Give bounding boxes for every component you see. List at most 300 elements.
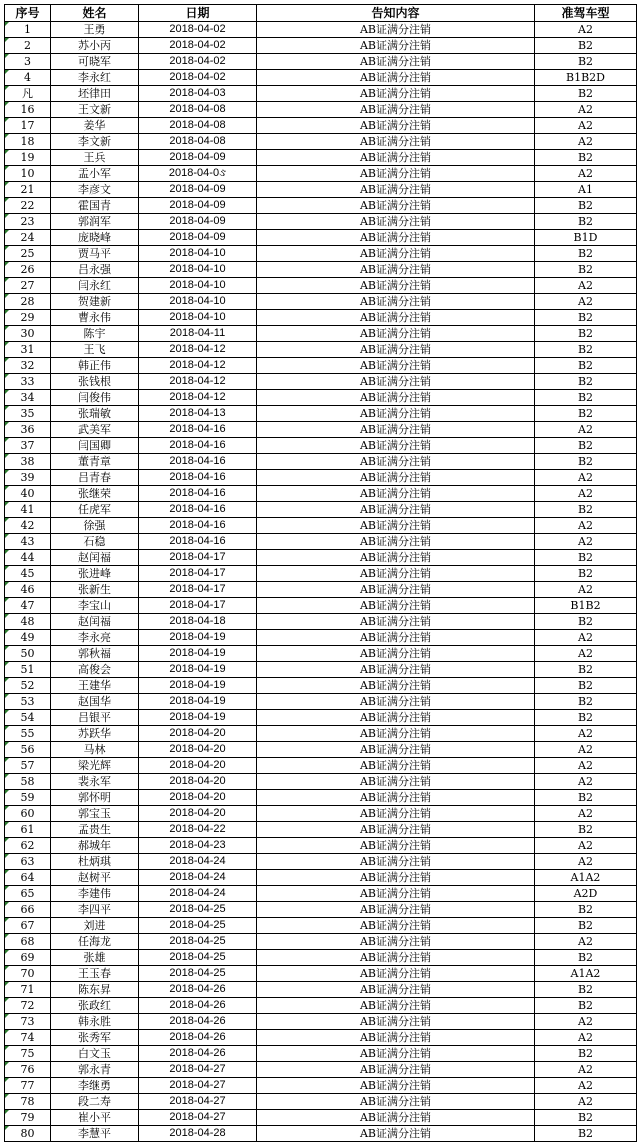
cell-date: 2018-04-25 bbox=[139, 918, 257, 934]
cell-license-class: A2D bbox=[535, 886, 637, 902]
cell-notice-content: AB证满分注销 bbox=[257, 678, 535, 694]
cell-name: 李彦文 bbox=[51, 182, 139, 198]
cell-serial: 39 bbox=[5, 470, 51, 486]
table-row bbox=[5, 54, 637, 70]
cell-serial: 45 bbox=[5, 566, 51, 582]
cell-date: 2018-04-20 bbox=[139, 790, 257, 806]
table-row bbox=[5, 262, 637, 278]
cell-name: 李慧平 bbox=[51, 1126, 139, 1142]
cell-date: 2018-04-25 bbox=[139, 966, 257, 982]
cell-name: 坯律田 bbox=[51, 86, 139, 102]
cell-date: 2018-04-17 bbox=[139, 550, 257, 566]
cell-name: 李永红 bbox=[51, 70, 139, 86]
cell-name: 张新生 bbox=[51, 582, 139, 598]
table-row bbox=[5, 998, 637, 1014]
cell-name: 王兵 bbox=[51, 150, 139, 166]
cell-name: 王勇 bbox=[51, 22, 139, 38]
table-row bbox=[5, 902, 637, 918]
cell-notice-content: AB证满分注销 bbox=[257, 758, 535, 774]
cell-serial: 48 bbox=[5, 614, 51, 630]
cell-notice-content: AB证满分注销 bbox=[257, 182, 535, 198]
cell-serial: 18 bbox=[5, 134, 51, 150]
cell-notice-content: AB证满分注销 bbox=[257, 374, 535, 390]
cell-notice-content: AB证满分注销 bbox=[257, 518, 535, 534]
cell-notice-content: AB证满分注销 bbox=[257, 502, 535, 518]
table-row bbox=[5, 310, 637, 326]
cell-date: 2018-04-13 bbox=[139, 406, 257, 422]
cell-license-class: A2 bbox=[535, 742, 637, 758]
cell-notice-content: AB证满分注销 bbox=[257, 70, 535, 86]
table-row bbox=[5, 150, 637, 166]
cell-license-class: A2 bbox=[535, 646, 637, 662]
table-row bbox=[5, 934, 637, 950]
cell-notice-content: AB证满分注销 bbox=[257, 166, 535, 182]
cell-serial: 17 bbox=[5, 118, 51, 134]
cell-serial: 52 bbox=[5, 678, 51, 694]
cell-date: 2018-04-17 bbox=[139, 582, 257, 598]
cell-name: 董青章 bbox=[51, 454, 139, 470]
cell-serial: 54 bbox=[5, 710, 51, 726]
cell-name: 姜华 bbox=[51, 118, 139, 134]
cell-name: 任虎军 bbox=[51, 502, 139, 518]
cell-serial: 38 bbox=[5, 454, 51, 470]
cell-license-class: B2 bbox=[535, 710, 637, 726]
cell-notice-content: AB证满分注销 bbox=[257, 1126, 535, 1142]
cell-date: 2018-04-19 bbox=[139, 646, 257, 662]
cell-license-class: B2 bbox=[535, 950, 637, 966]
cell-notice-content: AB证满分注销 bbox=[257, 134, 535, 150]
cell-license-class: B2 bbox=[535, 566, 637, 582]
cell-license-class: B2 bbox=[535, 1110, 637, 1126]
cell-serial: 31 bbox=[5, 342, 51, 358]
cell-license-class: B2 bbox=[535, 454, 637, 470]
cell-name: 任海龙 bbox=[51, 934, 139, 950]
cell-notice-content: AB证满分注销 bbox=[257, 726, 535, 742]
table-row bbox=[5, 278, 637, 294]
cell-license-class: B2 bbox=[535, 390, 637, 406]
cell-notice-content: AB证满分注销 bbox=[257, 438, 535, 454]
cell-date: 2018-04-25 bbox=[139, 902, 257, 918]
table-row bbox=[5, 822, 637, 838]
table-row bbox=[5, 470, 637, 486]
cell-date: 2018-04-16 bbox=[139, 470, 257, 486]
cell-date: 2018-04-09 bbox=[139, 214, 257, 230]
cell-serial: 65 bbox=[5, 886, 51, 902]
cell-serial: 23 bbox=[5, 214, 51, 230]
cell-notice-content: AB证满分注销 bbox=[257, 1046, 535, 1062]
table-row bbox=[5, 1030, 637, 1046]
cell-notice-content: AB证满分注销 bbox=[257, 422, 535, 438]
cell-serial: 34 bbox=[5, 390, 51, 406]
table-row bbox=[5, 550, 637, 566]
cell-serial: 29 bbox=[5, 310, 51, 326]
cell-date: 2018-04-20 bbox=[139, 774, 257, 790]
cell-notice-content: AB证满分注销 bbox=[257, 262, 535, 278]
table-row bbox=[5, 598, 637, 614]
cell-name: 闫俊伟 bbox=[51, 390, 139, 406]
cell-date: 2018-04-03 bbox=[139, 86, 257, 102]
table-row bbox=[5, 166, 637, 182]
cell-serial: 57 bbox=[5, 758, 51, 774]
cell-date: 2018-04-16 bbox=[139, 518, 257, 534]
cell-serial: 26 bbox=[5, 262, 51, 278]
cell-notice-content: AB证满分注销 bbox=[257, 102, 535, 118]
cell-date: 2018-04-12 bbox=[139, 390, 257, 406]
cell-date: 2018-04-02 bbox=[139, 22, 257, 38]
cell-serial: 33 bbox=[5, 374, 51, 390]
cell-name: 郭永青 bbox=[51, 1062, 139, 1078]
cell-license-class: A2 bbox=[535, 294, 637, 310]
cell-license-class: B2 bbox=[535, 790, 637, 806]
table-row bbox=[5, 486, 637, 502]
table-row bbox=[5, 870, 637, 886]
table-row bbox=[5, 22, 637, 38]
cell-notice-content: AB证满分注销 bbox=[257, 950, 535, 966]
cell-name: 裴永军 bbox=[51, 774, 139, 790]
table-row bbox=[5, 918, 637, 934]
cell-name: 闫国卿 bbox=[51, 438, 139, 454]
cell-license-class: B2 bbox=[535, 678, 637, 694]
table-row bbox=[5, 1094, 637, 1110]
cell-date: 2018-04-27 bbox=[139, 1078, 257, 1094]
header-date: 日期 bbox=[139, 5, 257, 22]
cell-date: 2018-04-09 bbox=[139, 198, 257, 214]
cell-date: 2018-04-10 bbox=[139, 278, 257, 294]
cell-serial: 1 bbox=[5, 22, 51, 38]
cell-license-class: B2 bbox=[535, 406, 637, 422]
cell-date: 2018-04-20 bbox=[139, 806, 257, 822]
cell-notice-content: AB证满分注销 bbox=[257, 118, 535, 134]
cell-license-class: A2 bbox=[535, 278, 637, 294]
cell-name: 郭宝玉 bbox=[51, 806, 139, 822]
cell-name: 赵国华 bbox=[51, 694, 139, 710]
cell-license-class: A2 bbox=[535, 518, 637, 534]
cell-serial: 凡 bbox=[5, 86, 51, 102]
cell-name: 张钱根 bbox=[51, 374, 139, 390]
cell-notice-content: AB证满分注销 bbox=[257, 54, 535, 70]
table-row bbox=[5, 790, 637, 806]
cell-notice-content: AB证满分注销 bbox=[257, 982, 535, 998]
cell-notice-content: AB证满分注销 bbox=[257, 310, 535, 326]
cell-notice-content: AB证满分注销 bbox=[257, 326, 535, 342]
cell-date: 2018-04-10 bbox=[139, 262, 257, 278]
cell-notice-content: AB证满分注销 bbox=[257, 406, 535, 422]
cell-date: 2018-04-25 bbox=[139, 934, 257, 950]
cell-license-class: A1A2 bbox=[535, 870, 637, 886]
cell-license-class: B2 bbox=[535, 662, 637, 678]
table-row bbox=[5, 294, 637, 310]
cell-license-class: B1B2 bbox=[535, 598, 637, 614]
cell-license-class: A2 bbox=[535, 806, 637, 822]
cell-notice-content: AB证满分注销 bbox=[257, 454, 535, 470]
cell-license-class: A2 bbox=[535, 166, 637, 182]
cell-name: 霍国青 bbox=[51, 198, 139, 214]
cell-name: 可晓军 bbox=[51, 54, 139, 70]
cell-date: 2018-04-12 bbox=[139, 374, 257, 390]
cell-serial: 58 bbox=[5, 774, 51, 790]
cell-license-class: A2 bbox=[535, 726, 637, 742]
cell-notice-content: AB证满分注销 bbox=[257, 342, 535, 358]
table-row bbox=[5, 390, 637, 406]
cell-license-class: B2 bbox=[535, 86, 637, 102]
cell-license-class: B2 bbox=[535, 822, 637, 838]
cell-date: 2018-04-12 bbox=[139, 342, 257, 358]
header-license-class: 准驾车型 bbox=[535, 5, 637, 22]
cell-name: 韩正伟 bbox=[51, 358, 139, 374]
cell-name: 刘进 bbox=[51, 918, 139, 934]
cell-notice-content: AB证满分注销 bbox=[257, 838, 535, 854]
cell-serial: 66 bbox=[5, 902, 51, 918]
cell-license-class: A2 bbox=[535, 630, 637, 646]
cell-license-class: B2 bbox=[535, 918, 637, 934]
table-row bbox=[5, 70, 637, 86]
cell-notice-content: AB证满分注销 bbox=[257, 38, 535, 54]
cell-license-class: B2 bbox=[535, 998, 637, 1014]
cell-name: 贺建新 bbox=[51, 294, 139, 310]
cell-notice-content: AB证满分注销 bbox=[257, 86, 535, 102]
cell-date: 2018-04-10 bbox=[139, 294, 257, 310]
table-row bbox=[5, 742, 637, 758]
table-row bbox=[5, 966, 637, 982]
cell-name: 李继勇 bbox=[51, 1078, 139, 1094]
cell-name: 段二寿 bbox=[51, 1094, 139, 1110]
cell-license-class: A2 bbox=[535, 1078, 637, 1094]
cell-license-class: B2 bbox=[535, 38, 637, 54]
cell-serial: 42 bbox=[5, 518, 51, 534]
cell-date: 2018-04-02 bbox=[139, 38, 257, 54]
cell-license-class: A2 bbox=[535, 1094, 637, 1110]
cell-date: 2018-04-22 bbox=[139, 822, 257, 838]
cell-name: 赵树平 bbox=[51, 870, 139, 886]
cell-date: 2018-04-09 bbox=[139, 150, 257, 166]
table-row bbox=[5, 38, 637, 54]
cell-notice-content: AB证满分注销 bbox=[257, 966, 535, 982]
cell-date: 2018-04-16 bbox=[139, 438, 257, 454]
cell-name: 苏小丙 bbox=[51, 38, 139, 54]
cell-license-class: B2 bbox=[535, 358, 637, 374]
table-row bbox=[5, 950, 637, 966]
table-row bbox=[5, 726, 637, 742]
cell-name: 石稳 bbox=[51, 534, 139, 550]
cell-license-class: A2 bbox=[535, 758, 637, 774]
cell-serial: 70 bbox=[5, 966, 51, 982]
cell-name: 徐强 bbox=[51, 518, 139, 534]
cell-date: 2018-04-23 bbox=[139, 838, 257, 854]
cell-date: 2018-04-08 bbox=[139, 134, 257, 150]
cell-notice-content: AB证满分注销 bbox=[257, 550, 535, 566]
cell-date: 2018-04-20 bbox=[139, 758, 257, 774]
cell-date: 2018-04-08 bbox=[139, 102, 257, 118]
cell-serial: 61 bbox=[5, 822, 51, 838]
cell-license-class: A2 bbox=[535, 582, 637, 598]
cell-notice-content: AB证满分注销 bbox=[257, 214, 535, 230]
cell-date: 2018-04-19 bbox=[139, 630, 257, 646]
cell-name: 李宝山 bbox=[51, 598, 139, 614]
table-row bbox=[5, 502, 637, 518]
table-row bbox=[5, 614, 637, 630]
cell-license-class: A2 bbox=[535, 934, 637, 950]
cell-license-class: B1B2D bbox=[535, 70, 637, 86]
cell-license-class: A2 bbox=[535, 838, 637, 854]
cell-date: 2018-04-28 bbox=[139, 1126, 257, 1142]
cell-license-class: B1D bbox=[535, 230, 637, 246]
cell-notice-content: AB证满分注销 bbox=[257, 1030, 535, 1046]
cell-license-class: B2 bbox=[535, 54, 637, 70]
cell-license-class: A2 bbox=[535, 134, 637, 150]
table-row bbox=[5, 982, 637, 998]
table-row bbox=[5, 454, 637, 470]
cell-serial: 37 bbox=[5, 438, 51, 454]
table-row bbox=[5, 1046, 637, 1062]
cell-notice-content: AB证满分注销 bbox=[257, 246, 535, 262]
cell-serial: 77 bbox=[5, 1078, 51, 1094]
cell-name: 张进峰 bbox=[51, 566, 139, 582]
cell-license-class: B2 bbox=[535, 310, 637, 326]
cell-notice-content: AB证满分注销 bbox=[257, 854, 535, 870]
cell-notice-content: AB证满分注销 bbox=[257, 886, 535, 902]
cell-notice-content: AB证满分注销 bbox=[257, 790, 535, 806]
cell-name: 吕银平 bbox=[51, 710, 139, 726]
cell-notice-content: AB证满分注销 bbox=[257, 598, 535, 614]
cell-notice-content: AB证满分注销 bbox=[257, 22, 535, 38]
table-row bbox=[5, 326, 637, 342]
cell-name: 王玉春 bbox=[51, 966, 139, 982]
cell-date: 2018-04-16 bbox=[139, 534, 257, 550]
cell-serial: 55 bbox=[5, 726, 51, 742]
cell-license-class: B2 bbox=[535, 214, 637, 230]
cell-license-class: A2 bbox=[535, 1062, 637, 1078]
cell-serial: 22 bbox=[5, 198, 51, 214]
cell-serial: 56 bbox=[5, 742, 51, 758]
cell-name: 李四平 bbox=[51, 902, 139, 918]
cell-license-class: A2 bbox=[535, 118, 637, 134]
table-row bbox=[5, 1078, 637, 1094]
cell-name: 曹永伟 bbox=[51, 310, 139, 326]
cell-name: 郭润军 bbox=[51, 214, 139, 230]
cell-name: 崔小平 bbox=[51, 1110, 139, 1126]
cell-date: 2018-04-16 bbox=[139, 454, 257, 470]
cell-date: 2018-04-16 bbox=[139, 502, 257, 518]
cell-serial: 44 bbox=[5, 550, 51, 566]
cell-date: 2018-04-08 bbox=[139, 118, 257, 134]
cell-date: 2018-04-20 bbox=[139, 742, 257, 758]
cell-serial: 4 bbox=[5, 70, 51, 86]
cell-license-class: A2 bbox=[535, 1030, 637, 1046]
table-row bbox=[5, 230, 637, 246]
cell-license-class: B2 bbox=[535, 1046, 637, 1062]
cell-date: 2018-04-19 bbox=[139, 710, 257, 726]
cell-notice-content: AB证满分注销 bbox=[257, 566, 535, 582]
cell-date: 2018-04-16 bbox=[139, 486, 257, 502]
cell-date: 2018-04-10 bbox=[139, 246, 257, 262]
cell-date: 2018-04-09 bbox=[139, 230, 257, 246]
table-row bbox=[5, 1126, 637, 1142]
cell-serial: 59 bbox=[5, 790, 51, 806]
cell-notice-content: AB证满分注销 bbox=[257, 998, 535, 1014]
cell-license-class: A2 bbox=[535, 774, 637, 790]
cell-serial: 78 bbox=[5, 1094, 51, 1110]
cell-serial: 46 bbox=[5, 582, 51, 598]
cell-serial: 40 bbox=[5, 486, 51, 502]
cell-license-class: A2 bbox=[535, 22, 637, 38]
table-row bbox=[5, 438, 637, 454]
table-row bbox=[5, 118, 637, 134]
cell-name: 郝城年 bbox=[51, 838, 139, 854]
cell-name: 王建华 bbox=[51, 678, 139, 694]
header-serial: 序号 bbox=[5, 5, 51, 22]
cell-serial: 71 bbox=[5, 982, 51, 998]
table-row bbox=[5, 630, 637, 646]
cell-serial: 32 bbox=[5, 358, 51, 374]
cell-notice-content: AB证满分注销 bbox=[257, 646, 535, 662]
cell-name: 李建伟 bbox=[51, 886, 139, 902]
cell-notice-content: AB证满分注销 bbox=[257, 870, 535, 886]
cell-license-class: B2 bbox=[535, 342, 637, 358]
cell-notice-content: AB证满分注销 bbox=[257, 358, 535, 374]
table-row bbox=[5, 102, 637, 118]
cell-date: 2018-04-17 bbox=[139, 598, 257, 614]
cell-serial: 47 bbox=[5, 598, 51, 614]
cell-notice-content: AB证满分注销 bbox=[257, 1094, 535, 1110]
cell-date: 2018-04-17 bbox=[139, 566, 257, 582]
cell-name: 高俊会 bbox=[51, 662, 139, 678]
cell-notice-content: AB证满分注销 bbox=[257, 294, 535, 310]
cell-name: 孟贵生 bbox=[51, 822, 139, 838]
cell-serial: 3 bbox=[5, 54, 51, 70]
cell-date: 2018-04-26 bbox=[139, 1046, 257, 1062]
cell-serial: 51 bbox=[5, 662, 51, 678]
cell-serial: 64 bbox=[5, 870, 51, 886]
cell-license-class: A2 bbox=[535, 486, 637, 502]
table-row bbox=[5, 710, 637, 726]
cell-date: 2018-04-02 bbox=[139, 70, 257, 86]
cell-license-class: B2 bbox=[535, 374, 637, 390]
cell-name: 王文新 bbox=[51, 102, 139, 118]
cell-notice-content: AB证满分注销 bbox=[257, 1110, 535, 1126]
cell-date: 2018-04-10 bbox=[139, 310, 257, 326]
cell-license-class: B2 bbox=[535, 150, 637, 166]
table-row bbox=[5, 182, 637, 198]
cell-license-class: A2 bbox=[535, 102, 637, 118]
cell-notice-content: AB证满分注销 bbox=[257, 806, 535, 822]
table-row bbox=[5, 534, 637, 550]
cell-date: 2018-04-24 bbox=[139, 854, 257, 870]
cell-name: 赵闰福 bbox=[51, 614, 139, 630]
cell-license-class: B2 bbox=[535, 262, 637, 278]
cell-name: 张瑞敏 bbox=[51, 406, 139, 422]
cell-date: 2018-04-02 bbox=[139, 54, 257, 70]
cell-notice-content: AB证满分注销 bbox=[257, 934, 535, 950]
cell-license-class: B2 bbox=[535, 982, 637, 998]
header-row bbox=[5, 5, 637, 22]
cell-license-class: B2 bbox=[535, 198, 637, 214]
cell-serial: 73 bbox=[5, 1014, 51, 1030]
cell-license-class: A2 bbox=[535, 470, 637, 486]
cell-name: 李文新 bbox=[51, 134, 139, 150]
table-row bbox=[5, 694, 637, 710]
cell-notice-content: AB证满分注销 bbox=[257, 742, 535, 758]
cell-notice-content: AB证满分注销 bbox=[257, 486, 535, 502]
cell-license-class: A2 bbox=[535, 854, 637, 870]
cell-notice-content: AB证满分注销 bbox=[257, 278, 535, 294]
notice-table bbox=[4, 4, 637, 1142]
cell-name: 张雄 bbox=[51, 950, 139, 966]
table-row bbox=[5, 374, 637, 390]
table-row bbox=[5, 1110, 637, 1126]
cell-date: 2018-04-27 bbox=[139, 1062, 257, 1078]
cell-name: 庞晓峰 bbox=[51, 230, 139, 246]
cell-license-class: B2 bbox=[535, 902, 637, 918]
